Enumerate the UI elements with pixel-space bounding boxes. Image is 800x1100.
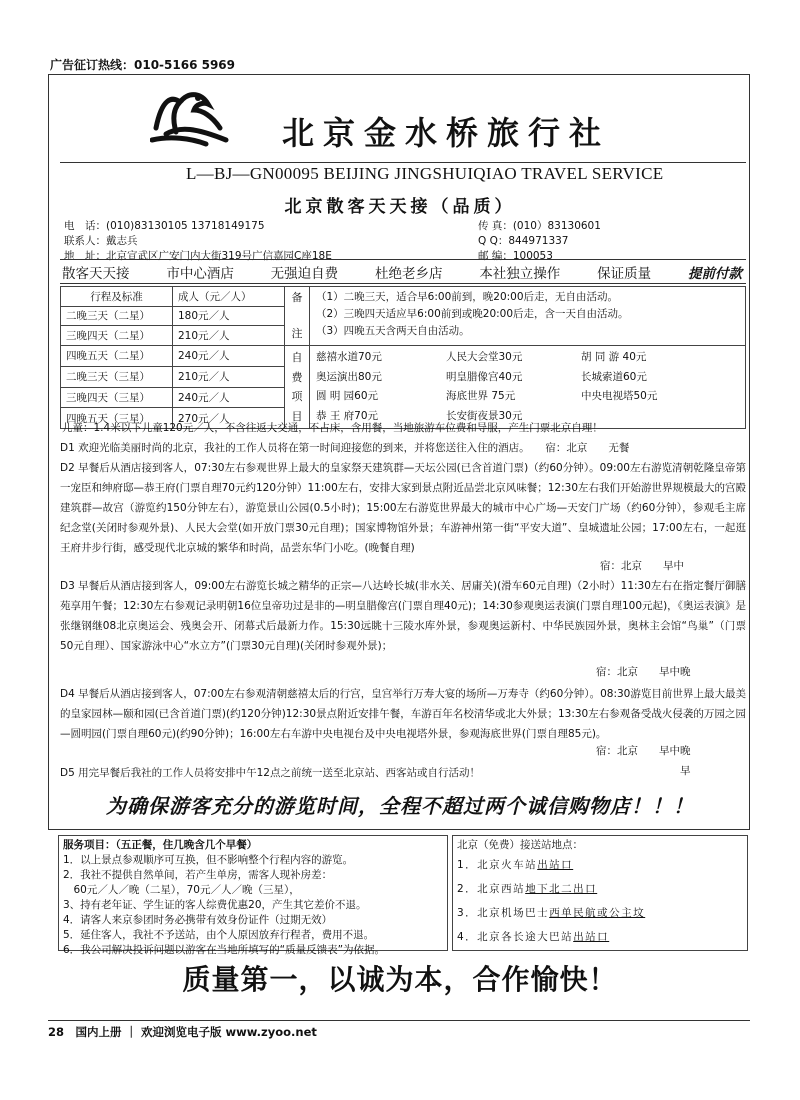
pickup-item: 3．北京机场巴士西单民航或公主坟 [457,907,646,919]
service-item: 5．延住客人，我社不予送站，由个人原因放弃行程者，费用不退。 [63,929,375,941]
table-cell: 180元／人 [173,306,285,326]
slogan: 保证质量 [597,266,652,282]
itinerary-meal: 宿：北京 早中 [600,560,684,572]
slogan-bar [62,262,742,282]
expense-item: 人民大会堂30元 [446,351,523,363]
remark-label: 备 注 [285,287,310,346]
table-cell: 三晚四天（三星） [61,387,173,408]
contact-phone: 电 话：(010)83130105 13718149175 [64,220,265,232]
contact-person: 联系人：戴志兵 [64,235,138,247]
itinerary-day-5: D5 用完早餐后我社的工作人员将安排中午12点之前统一送至北京站、西客站或自行活动！ [60,767,480,779]
itinerary-meal: 宿：北京 早中晚 [596,745,691,757]
motto: 质量第一，以诚为本，合作愉快！ [182,963,618,996]
slogan: 无强迫自费 [270,266,339,282]
table-header: 成人（元／人） [173,287,285,307]
table-header: 行程及标准 [61,287,173,307]
ad-hotline: 广告征订热线：010-5166 5969 [50,58,236,72]
expense-label: 自 费 项 目 [285,346,310,429]
itinerary-day-3: D3 早餐后从酒店接到客人，09:00左右游览长城之精华的正宗—八达岭长城(非水关、居庸关)(滑车60元自理)（2小时）11:30左右在指定餐厅御膳苑享用午餐；12:30左右参观记录明朝16位皇帝功过是非的—明皇腊像宫(门票自理40元)；14:30参观奥运表演(门票自理100元起)，《奥运表演》是张继钢继08北京奥运会、残奥会开、闭幕式后最新力作。15:30远眺十三陵水库外景，参观奥运新村、中华民族园外景，奥林主会馆“鸟巢”（门票50元自理）、国家游泳中心“水立方”(门票30元自理)(关闭时参观外景)； [60,580,746,652]
service-item: 4．请客人来京参团时务必携带有效身份证件（过期无效） [63,914,333,926]
contact-fax: 传 真：(010）83130601 [478,220,601,232]
remark-line: （1）二晚三天，适合早6:00前到，晚20:00后走，无自由活动。 [316,291,619,303]
pickup-item: 1．北京火车站出站口 [457,859,574,871]
itinerary-meal: 早 [680,765,691,777]
contact-postcode: 邮 编：100053 [478,250,553,262]
services-title: 服务项目：（五正餐，住几晚含几个早餐） [63,839,258,851]
services-box [58,835,448,956]
table-cell: 二晚三天（二星） [61,306,173,326]
table-cell: 210元／人 [173,366,285,387]
table-cell: 四晚五天（二星） [61,346,173,367]
table-cell: 240元／人 [173,387,285,408]
contact-qq: Q Q：844971337 [478,235,569,247]
dragon-brush-logo-icon [150,88,230,148]
children-policy: 儿童：1.4米以下儿童120元／人，不含往返大交通，不占床，含用餐，当地旅游车位费和导服，产生门票北京自理！ [62,422,603,434]
page-footer: 28 国内上册 ｜ 欢迎浏览电子版 www.zyoo.net [48,1025,317,1039]
slogan: 市中心酒店 [166,266,234,282]
agency-subtitle: 北京散客天天接（品质） [284,197,516,217]
slogan: 杜绝老乡店 [374,266,443,282]
slogan: 本社独立操作 [479,266,561,282]
contact-address: 地 址：北京宣武区广安门内大街319号广信嘉园C座18E [64,250,332,262]
table-row [61,346,746,367]
expense-item: 明皇腊像宫40元 [446,370,523,383]
expense-item: 圆 明 园60元 [316,390,379,402]
expense-item: 胡 同 游 40元 [581,351,647,363]
pickup-item: 4．北京各长途大巴站出站口 [457,931,610,943]
expense-item: 慈禧水道70元 [316,351,382,363]
service-item: 6．我公司解决投诉问题以游客在当地所填写的“质量反馈表”为依据。 [63,944,386,956]
pickup-box [452,835,748,951]
expense-item: 长城索道60元 [581,370,647,383]
divider [60,162,746,163]
service-item: 3、持有老年证、学生证的客人综费优惠20，产生其它差价不退。 [63,899,367,911]
table-cell: 240元／人 [173,346,285,367]
itinerary-day-2: D2 早餐后从酒店接到客人，07:30左右参观世界上最大的皇家祭天建筑群—天坛公园(已含首道门票)（约60分钟）。09:00左右游览清朝乾隆皇帝第一宠臣和绅府邸—恭王府(门票自理70元约120分钟）11:00左右，安排大家到景点附近品尝北京风味餐；12:30左右我们开始游世界规模最大的宫殿建筑群—故宫（游览约150分钟左右），游览景山公园(0.5小时)；15:00左右游览世界最大的城市中心广场—天安门广场（约60分钟），参观毛主席纪念堂(关闭时参观外景)、人民大会堂(如开放门票30元自理)；国家博物馆外景；车游神州第一街“平安大道”、皇城遗址公园；17:00左右，一起逛王府井步行街，感受现代北京城的繁华和时尚，品尝东华门小吃。(晚餐自理) [60,462,747,554]
price-table [60,286,746,429]
pickup-item: 2．北京西站地下北二出口 [457,883,598,895]
service-item: 2．我社不提供自然单间，若产生单房，需客人现补房差： [63,869,333,881]
expense-item: 恭 王 府70元 [316,409,379,422]
table-cell: 四晚五天（三星） [61,408,173,429]
remark-line: （3）四晚五天含两天自由活动。 [316,325,470,337]
slogan: 散客天天接 [62,266,130,282]
service-item: 1．以上景点参观顺序可互换，但不影响整个行程内容的游览。 [63,854,354,866]
divider [60,259,746,260]
itinerary-day-1: D1 欢迎光临美丽时尚的北京，我社的工作人员将在第一时间迎接您的到来，并将您送往入住的酒店。 宿：北京 无餐 [60,442,630,454]
divider [60,283,746,284]
expense-item: 海底世界 75元 [446,390,516,402]
itinerary-meal: 宿：北京 早中晚 [596,666,691,678]
expense-item: 奥运演出80元 [316,370,382,383]
table-cell: 三晚四天（二星） [61,326,173,346]
remarks-cell [310,287,746,346]
expense-item: 长安街夜景30元 [446,409,523,422]
itinerary-day-4: D4 早餐后从酒店接到客人，07:00左右参观清朝慈禧太后的行宫，皇宫举行万寿大宴的场所—万寿寺（约60分钟）。08:30游览目前世界上最大最美的皇家园林—颐和园(已含首道门票)(约120分钟)12:30景点附近安排午餐，车游百年名校清华或北大外景；13:30左右参观备受战火侵袭的万园之园—圆明园(门票自理60元)(约90分钟)；16:00左右车游中央电视台及中央电视塔外景，参观海底世界(门票自理85元)。 [60,688,746,740]
service-item: 60元／人／晚（二星），70元／人／晚（三星）， [63,884,300,896]
expense-item: 中央电视塔50元 [581,390,658,402]
shopping-banner: 为确保游客充分的游览时间，全程不超过两个诚信购物店！！！ [106,794,694,818]
table-cell: 210元／人 [173,326,285,346]
table-row [61,287,746,307]
pickup-title: 北京（免费）接送站地点： [457,839,583,851]
remark-line: （2）三晚四天适应早6:00前到或晚20:00后走，含一天自由活动。 [316,308,629,320]
expenses-cell [310,346,746,429]
license-line: L—BJ—GN00095 BEIJING JINGSHUIQIAO TRAVEL SERVICE [186,164,664,183]
table-cell: 二晚三天（三星） [61,366,173,387]
table-cell: 270元／人 [173,408,285,429]
agency-name: 北京金水桥旅行社 [282,114,611,152]
slogan: 提前付款 [687,266,742,282]
divider [48,1020,750,1021]
